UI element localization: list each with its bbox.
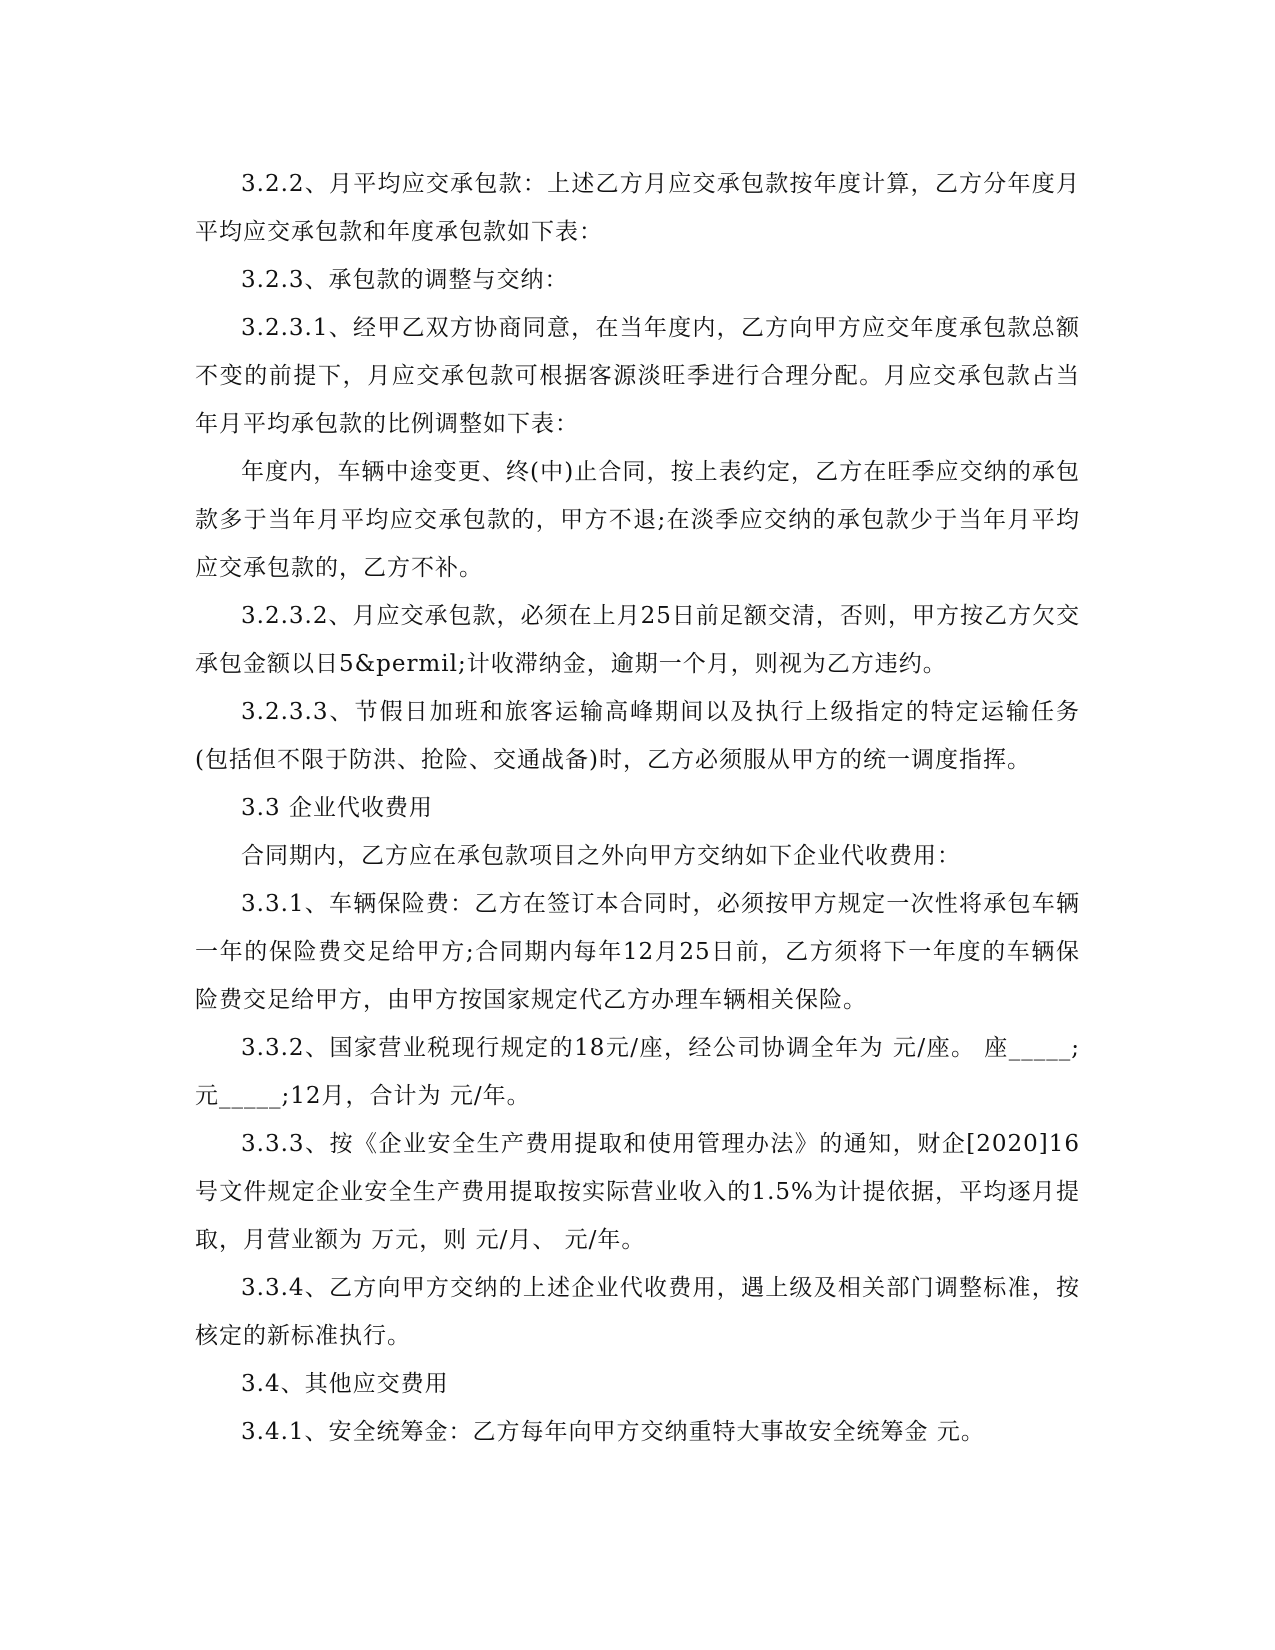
heading-3-3: 3.3 企业代收费用 — [241, 795, 433, 821]
heading-3-4: 3.4、其他应交费用 — [241, 1371, 449, 1397]
paragraph-3-2-2: 3.2.2、月平均应交承包款：上述乙方月应交承包款按年度计算，乙方分年度月平均应交承包款和年度承包款如下表： — [195, 171, 1080, 245]
paragraph-3-3-2: 3.3.2、国家营业税现行规定的18元/座，经公司协调全年为 元/座。 座_____; 元_____;12月，合计为 元/年。 — [195, 1035, 1089, 1109]
paragraph-3-2-3: 3.2.3、承包款的调整与交纳： — [241, 267, 569, 293]
paragraph-3-3-1: 3.3.1、车辆保险费：乙方在签订本合同时，必须按甲方规定一次性将承包车辆一年的保险费交足给甲方;合同期内每年12月25日前，乙方须将下一年度的车辆保险费交足给甲方，由甲方按国家规定代乙方办理车辆相关保险。 — [195, 891, 1080, 1013]
document-body — [195, 160, 1089, 1456]
paragraph-3-4-1: 3.4.1、安全统筹金：乙方每年向甲方交纳重特大事故安全统筹金 元。 — [241, 1419, 985, 1445]
paragraph-3-3-4: 3.3.4、乙方向甲方交纳的上述企业代收费用，遇上级及相关部门调整标准，按核定的新标准执行。 — [195, 1275, 1080, 1349]
paragraph-3-2-3-3: 3.2.3.3、节假日加班和旅客运输高峰期间以及执行上级指定的特定运输任务(包括但不限于防洪、抢险、交通战备)时，乙方必须服从甲方的统一调度指挥。 — [195, 699, 1080, 773]
paragraph-annual-adjustment: 年度内，车辆中途变更、终(中)止合同，按上表约定，乙方在旺季应交纳的承包款多于当年月平均应交承包款的，甲方不退;在淡季应交纳的承包款少于当年月平均应交承包款的，乙方不补。 — [195, 459, 1080, 581]
paragraph-3-2-3-1: 3.2.3.1、经甲乙双方协商同意，在当年度内，乙方向甲方应交年度承包款总额不变的前提下，月应交承包款可根据客源淡旺季进行合理分配。月应交承包款占当年月平均承包款的比例调整如下表： — [195, 315, 1080, 437]
paragraph-contract-period: 合同期内，乙方应在承包款项目之外向甲方交纳如下企业代收费用： — [241, 843, 961, 869]
paragraph-3-3-3: 3.3.3、按《企业安全生产费用提取和使用管理办法》的通知，财企[2020]16号文件规定企业安全生产费用提取按实际营业收入的1.5%为计提依据，平均逐月提取，月营业额为 万元，则 元/月、 元/年。 — [195, 1131, 1080, 1253]
paragraph-3-2-3-2: 3.2.3.2、月应交承包款，必须在上月25日前足额交清，否则，甲方按乙方欠交承包金额以日5&permil;计收滞纳金，逾期一个月，则视为乙方违约。 — [195, 603, 1080, 677]
